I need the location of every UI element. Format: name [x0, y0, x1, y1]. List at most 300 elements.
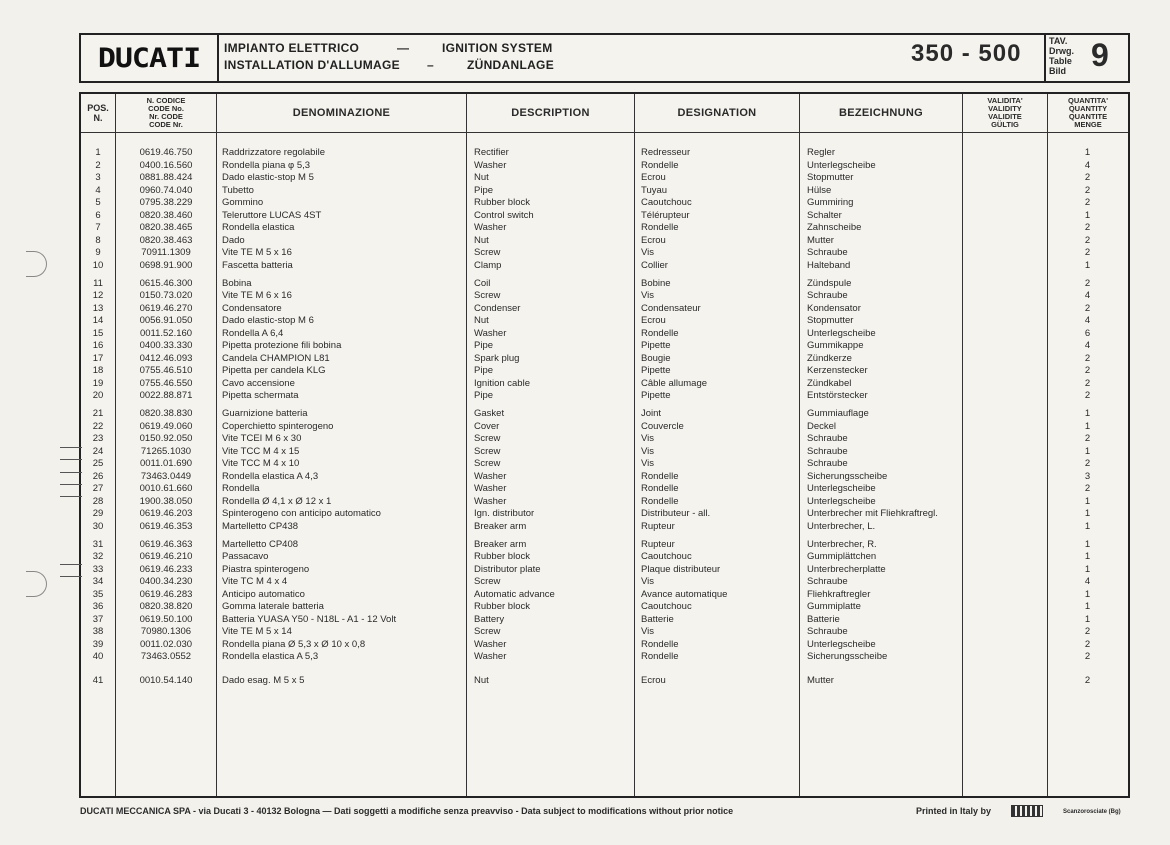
row-pos: 12 — [92, 290, 104, 302]
row-pos: 1 — [95, 147, 101, 158]
row-code: 0056.91.050 — [139, 315, 193, 327]
row-bezeichnung: Zündkabel — [807, 377, 852, 389]
margin-tick — [60, 564, 82, 565]
table-row — [81, 470, 1128, 483]
row-code: 0619.46.363 — [139, 538, 193, 550]
row-code: 0619.46.353 — [139, 520, 193, 532]
row-code: 0619.46.233 — [139, 563, 193, 575]
row-description: Screw — [474, 247, 501, 259]
row-description: Coil — [474, 277, 491, 289]
row-quantity: 2 — [1084, 458, 1091, 470]
row-code: 0011.02.030 — [139, 638, 193, 650]
table-row — [81, 482, 1128, 495]
row-quantity: 2 — [1084, 352, 1091, 364]
row-denominazione: Vite TCEI M 6 x 30 — [222, 433, 302, 445]
row-pos: 34 — [92, 576, 104, 588]
row-designation: Télérupteur — [641, 209, 690, 221]
row-description: Washer — [474, 222, 507, 234]
row-bezeichnung: Gummiring — [807, 197, 854, 209]
row-pos: 40 — [92, 651, 104, 663]
table-row — [81, 420, 1128, 433]
row-code: 0010.54.140 — [139, 675, 193, 686]
table-number: 9 — [1091, 37, 1109, 73]
table-row — [81, 538, 1128, 551]
col-header-bezeichnung: BEZEICHNUNG — [839, 107, 923, 119]
row-bezeichnung: Kondensator — [807, 302, 861, 314]
row-denominazione: Rondella piana Ø 5,3 x Ø 10 x 0,8 — [222, 638, 366, 650]
row-description: Cover — [474, 420, 500, 432]
row-bezeichnung: Zündkerze — [807, 352, 852, 364]
row-description: Washer — [474, 483, 507, 495]
row-designation: Caoutchouc — [641, 197, 692, 209]
row-denominazione: Tubetto — [222, 184, 254, 196]
row-denominazione: Pipetta per candela KLG — [222, 365, 326, 377]
validity-label-de: GÜLTIG — [991, 120, 1019, 129]
row-description: Screw — [474, 576, 501, 588]
table-row — [81, 550, 1128, 563]
title-fr: INSTALLATION D'ALLUMAGE — [224, 58, 400, 72]
row-description: Rectifier — [474, 147, 509, 158]
row-code: 0755.46.550 — [139, 377, 193, 389]
row-quantity: 1 — [1084, 520, 1091, 532]
row-denominazione: Rondella elastica A 5,3 — [222, 651, 319, 663]
row-denominazione: Vite TE M 5 x 14 — [222, 626, 292, 638]
margin-tick — [60, 484, 82, 485]
row-bezeichnung: Fliehkraftregler — [807, 588, 871, 600]
row-pos: 36 — [92, 601, 104, 613]
row-denominazione: Cavo accensione — [222, 377, 295, 389]
row-denominazione: Vite TC M 4 x 4 — [222, 576, 288, 588]
model-number: 350 - 500 — [911, 40, 1022, 67]
row-code: 0795.38.229 — [139, 197, 193, 209]
row-pos: 8 — [95, 234, 101, 246]
row-pos: 38 — [92, 626, 104, 638]
table-row — [81, 638, 1128, 651]
row-code: 0619.46.203 — [139, 508, 193, 520]
row-code: 0820.38.830 — [139, 408, 193, 419]
row-code: 0022.88.871 — [139, 390, 193, 402]
row-description: Control switch — [474, 209, 534, 221]
margin-tick — [60, 459, 82, 460]
row-quantity: 2 — [1084, 222, 1091, 234]
row-designation: Vis — [641, 626, 655, 638]
row-pos: 27 — [92, 483, 104, 495]
row-pos: 4 — [95, 184, 101, 196]
row-designation: Bougie — [641, 352, 671, 364]
row-bezeichnung: Stopmutter — [807, 315, 854, 327]
row-quantity: 2 — [1084, 197, 1091, 209]
row-designation: Couvercle — [641, 420, 684, 432]
row-quantity: 2 — [1084, 302, 1091, 314]
row-description: Nut — [474, 172, 489, 184]
row-description: Battery — [474, 613, 505, 625]
row-denominazione: Pipetta schermata — [222, 390, 299, 402]
margin-tick — [60, 576, 82, 577]
row-code: 71265.1030 — [140, 445, 192, 457]
row-designation: Rondelle — [641, 651, 679, 663]
row-designation: Ecrou — [641, 675, 666, 686]
row-description: Washer — [474, 638, 507, 650]
col-header-quantity — [1048, 94, 1128, 132]
row-quantity: 1 — [1084, 408, 1091, 419]
row-denominazione: Passacavo — [222, 551, 269, 563]
table-row — [81, 520, 1128, 533]
row-bezeichnung: Deckel — [807, 420, 837, 432]
row-designation: Pipette — [641, 365, 671, 377]
row-description: Breaker arm — [474, 520, 527, 532]
row-denominazione: Batteria YUASA Y50 - N18L - A1 - 12 Volt — [222, 613, 397, 625]
table-row — [81, 389, 1128, 402]
table-row — [81, 196, 1128, 209]
row-quantity: 2 — [1084, 377, 1091, 389]
row-designation: Tuyau — [641, 184, 668, 196]
row-pos: 37 — [92, 613, 104, 625]
row-designation: Collier — [641, 259, 668, 271]
row-quantity: 4 — [1084, 576, 1091, 588]
tav-label: TAV. — [1049, 36, 1068, 46]
table-row — [81, 432, 1128, 445]
table-row — [81, 302, 1128, 315]
row-denominazione: Dado elastic-stop M 5 — [222, 172, 314, 184]
row-pos: 20 — [92, 390, 104, 402]
row-denominazione: Candela CHAMPION L81 — [222, 352, 330, 364]
row-bezeichnung: Unterbrecher, L. — [807, 520, 876, 532]
row-quantity: 2 — [1084, 172, 1091, 184]
row-designation: Rondelle — [641, 495, 679, 507]
row-pos: 28 — [92, 495, 104, 507]
row-designation: Pipette — [641, 390, 671, 402]
drwg-label: Drwg. — [1049, 46, 1075, 56]
row-denominazione: Piastra spinterogeno — [222, 563, 310, 575]
row-code: 0011.01.690 — [139, 458, 193, 470]
row-designation: Redresseur — [641, 147, 691, 158]
logo-box — [81, 35, 219, 81]
row-designation: Avance automatique — [641, 588, 728, 600]
row-quantity: 1 — [1084, 508, 1091, 520]
footer-printer-code: Scanzorosciate (Bg) — [1063, 809, 1121, 815]
row-bezeichnung: Schraube — [807, 576, 848, 588]
row-code: 0619.50.100 — [139, 613, 193, 625]
row-denominazione: Vite TCC M 4 x 10 — [222, 458, 300, 470]
row-code: 0820.38.460 — [139, 209, 193, 221]
row-designation: Caoutchouc — [641, 551, 692, 563]
row-designation: Vis — [641, 247, 655, 259]
row-pos: 24 — [92, 445, 104, 457]
row-description: Clamp — [474, 259, 502, 271]
row-pos: 14 — [92, 315, 104, 327]
row-pos: 21 — [92, 408, 104, 419]
row-description: Pipe — [474, 365, 494, 377]
row-quantity: 2 — [1084, 234, 1091, 246]
row-pos: 31 — [92, 538, 104, 550]
row-code: 0400.33.330 — [139, 340, 193, 352]
table-label: Table — [1049, 56, 1072, 66]
row-description: Washer — [474, 159, 507, 171]
validity-label-en: VALIDITY — [988, 104, 1022, 113]
row-code: 0011.52.160 — [139, 327, 193, 339]
table-row — [81, 495, 1128, 508]
table-row — [81, 377, 1128, 390]
row-code: 0960.74.040 — [139, 184, 193, 196]
quantity-label-en: QUANTITY — [1068, 104, 1108, 113]
row-description: Automatic advance — [474, 588, 555, 600]
row-description: Ignition cable — [474, 377, 530, 389]
row-code: 0619.46.283 — [139, 588, 193, 600]
footer-company: DUCATI MECCANICA SPA - via Ducati 3 - 40132 Bologna — Dati soggetti a modifiche senza preavviso - Data subject to modifications without prior notice — [80, 806, 734, 816]
table-row — [81, 159, 1128, 172]
row-quantity: 1 — [1084, 147, 1091, 158]
row-designation: Vis — [641, 445, 655, 457]
row-quantity: 2 — [1084, 277, 1091, 289]
row-description: Washer — [474, 327, 507, 339]
row-denominazione: Vite TE M 6 x 16 — [222, 290, 292, 302]
row-code: 73463.0552 — [140, 651, 192, 663]
row-pos: 3 — [95, 172, 101, 184]
row-pos: 33 — [92, 563, 104, 575]
row-pos: 26 — [92, 470, 104, 482]
row-pos: 2 — [95, 159, 101, 171]
row-quantity: 1 — [1084, 209, 1091, 221]
row-bezeichnung: Batterie — [807, 613, 840, 625]
row-pos: 6 — [95, 209, 101, 221]
row-code: 70911.1309 — [141, 247, 191, 259]
row-designation: Condensateur — [641, 302, 701, 314]
row-pos: 22 — [92, 420, 104, 432]
row-denominazione: Rondella — [222, 483, 260, 495]
row-description: Pipe — [474, 340, 494, 352]
table-number-labels — [1049, 36, 1074, 76]
row-designation: Rondelle — [641, 483, 679, 495]
row-designation: Rupteur — [641, 538, 675, 550]
table-row — [81, 234, 1128, 247]
printer-logo — [1011, 805, 1043, 817]
row-designation: Ecrou — [641, 234, 666, 246]
row-code: 0619.46.750 — [139, 147, 193, 158]
code-label-de: CODE Nr. — [149, 120, 183, 129]
row-denominazione: Rondella piana φ 5,3 — [222, 159, 311, 171]
quantity-label-de: MENGE — [1074, 120, 1102, 129]
row-designation: Pipette — [641, 340, 671, 352]
row-description: Screw — [474, 290, 501, 302]
row-denominazione: Vite TCC M 4 x 15 — [222, 445, 300, 457]
row-denominazione: Gomma laterale batteria — [222, 601, 324, 613]
row-bezeichnung: Gummiauflage — [807, 408, 869, 419]
row-bezeichnung: Unterlegscheibe — [807, 327, 876, 339]
row-quantity: 2 — [1084, 433, 1091, 445]
table-number-box — [1044, 35, 1130, 81]
row-description: Screw — [474, 445, 501, 457]
margin-tick — [60, 496, 82, 497]
row-bezeichnung: Zündspule — [807, 277, 852, 289]
row-pos: 23 — [92, 433, 104, 445]
row-designation: Plaque distributeur — [641, 563, 721, 575]
row-quantity: 1 — [1084, 551, 1091, 563]
col-header-description: DESCRIPTION — [511, 107, 590, 119]
row-code: 0615.46.300 — [139, 277, 193, 289]
row-quantity: 2 — [1084, 675, 1091, 686]
quantity-label-fr: QUANTITE — [1068, 112, 1108, 121]
table-row — [81, 407, 1128, 420]
row-denominazione: Rondella A 6,4 — [222, 327, 284, 339]
row-description: Screw — [474, 433, 501, 445]
row-quantity: 1 — [1084, 563, 1091, 575]
col-header-denominazione: DENOMINAZIONE — [292, 107, 391, 119]
row-code: 0881.88.424 — [139, 172, 193, 184]
row-pos: 9 — [95, 247, 101, 259]
row-pos: 18 — [92, 365, 104, 377]
row-designation: Rondelle — [641, 222, 679, 234]
row-bezeichnung: Schraube — [807, 626, 848, 638]
row-quantity: 1 — [1084, 495, 1091, 507]
row-description: Rubber block — [474, 601, 530, 613]
table-row — [81, 575, 1128, 588]
row-quantity: 2 — [1084, 483, 1091, 495]
title-en: IGNITION SYSTEM — [442, 41, 553, 55]
margin-tick — [60, 447, 82, 448]
row-bezeichnung: Mutter — [807, 675, 834, 686]
row-designation: Vis — [641, 576, 655, 588]
row-code: 0820.38.820 — [139, 601, 193, 613]
row-bezeichnung: Mutter — [807, 234, 834, 246]
row-denominazione: Spinterogeno con anticipo automatico — [222, 508, 381, 520]
row-denominazione: Teleruttore LUCAS 4ST — [222, 209, 322, 221]
row-description: Breaker arm — [474, 538, 527, 550]
row-designation: Rondelle — [641, 327, 679, 339]
row-bezeichnung: Kerzenstecker — [807, 365, 868, 377]
row-pos: 16 — [92, 340, 104, 352]
row-code: 70980.1306 — [140, 626, 192, 638]
row-denominazione: Rondella elastica — [222, 222, 295, 234]
row-quantity: 2 — [1084, 626, 1091, 638]
row-bezeichnung: Schraube — [807, 433, 848, 445]
row-bezeichnung: Unterlegscheibe — [807, 638, 876, 650]
row-bezeichnung: Stopmutter — [807, 172, 854, 184]
row-description: Screw — [474, 626, 501, 638]
row-bezeichnung: Unterlegscheibe — [807, 483, 876, 495]
punch-hole-upper — [26, 251, 47, 277]
row-description: Distributor plate — [474, 563, 541, 575]
row-bezeichnung: Unterlegscheibe — [807, 495, 876, 507]
row-code: 0619.46.270 — [139, 302, 193, 314]
row-designation: Joint — [641, 408, 662, 419]
title-dash-2: – — [427, 58, 434, 72]
row-description: Pipe — [474, 184, 494, 196]
row-code: 0698.91.900 — [139, 259, 193, 271]
col-header-pos — [81, 94, 115, 132]
quantity-label-it: QUANTITA' — [1068, 96, 1108, 105]
row-denominazione: Condensatore — [222, 302, 282, 314]
parts-table — [79, 92, 1130, 798]
ducati-logo: DUCATI — [97, 42, 201, 74]
row-denominazione: Martelletto CP408 — [222, 538, 299, 550]
row-quantity: 2 — [1084, 184, 1091, 196]
row-description: Nut — [474, 675, 489, 686]
row-pos: 35 — [92, 588, 104, 600]
title-dash-1: — — [397, 41, 409, 55]
table-row — [81, 246, 1128, 259]
row-quantity: 1 — [1084, 538, 1091, 550]
row-code: 0400.16.560 — [139, 159, 193, 171]
row-bezeichnung: Unterlegscheibe — [807, 159, 876, 171]
row-bezeichnung: Unterbrecherplatte — [807, 563, 886, 575]
row-pos: 5 — [95, 197, 101, 209]
row-quantity: 4 — [1084, 290, 1091, 302]
row-pos: 7 — [95, 222, 101, 234]
col-header-validity — [963, 94, 1047, 132]
row-denominazione: Raddrizzatore regolabile — [222, 147, 325, 158]
table-row — [81, 674, 1128, 687]
table-row — [81, 327, 1128, 340]
row-description: Gasket — [474, 408, 505, 419]
row-bezeichnung: Gummiplatte — [807, 601, 861, 613]
table-row — [81, 277, 1128, 290]
row-denominazione: Gommino — [222, 197, 264, 209]
row-pos: 17 — [92, 352, 104, 364]
row-description: Nut — [474, 234, 489, 246]
row-quantity: 3 — [1084, 470, 1091, 482]
table-row — [81, 563, 1128, 576]
table-row — [81, 171, 1128, 184]
row-denominazione: Pipetta protezione fili bobina — [222, 340, 342, 352]
row-code: 0755.46.510 — [139, 365, 193, 377]
row-bezeichnung: Schraube — [807, 445, 848, 457]
row-bezeichnung: Schalter — [807, 209, 842, 221]
row-pos: 39 — [92, 638, 104, 650]
row-bezeichnung: Halteband — [807, 259, 851, 271]
table-row — [81, 650, 1128, 663]
row-denominazione: Guarnizione batteria — [222, 408, 308, 419]
header-box — [79, 33, 1130, 83]
row-code: 0820.38.463 — [139, 234, 193, 246]
row-code: 0412.46.093 — [139, 352, 193, 364]
row-denominazione: Dado — [222, 234, 245, 246]
row-designation: Ecrou — [641, 172, 666, 184]
row-denominazione: Dado esag. M 5 x 5 — [222, 675, 305, 686]
row-quantity: 2 — [1084, 638, 1091, 650]
row-code: 0150.73.020 — [139, 290, 193, 302]
table-row — [81, 457, 1128, 470]
table-row — [81, 600, 1128, 613]
row-quantity: 1 — [1084, 420, 1091, 432]
row-code: 0619.46.210 — [139, 551, 193, 563]
row-pos: 25 — [92, 458, 104, 470]
row-designation: Câble allumage — [641, 377, 708, 389]
table-row — [81, 339, 1128, 352]
row-description: Pipe — [474, 390, 494, 402]
row-description: Ign. distributor — [474, 508, 535, 520]
table-row — [81, 259, 1128, 272]
row-denominazione: Rondella elastica A 4,3 — [222, 470, 319, 482]
table-row — [81, 507, 1128, 520]
row-bezeichnung: Regler — [807, 147, 835, 158]
pos-n-label: N. — [93, 113, 103, 123]
table-row — [81, 184, 1128, 197]
row-description: Spark plug — [474, 352, 520, 364]
row-designation: Bobine — [641, 277, 671, 289]
row-bezeichnung: Zahnscheibe — [807, 222, 862, 234]
row-pos: 29 — [92, 508, 104, 520]
row-designation: Rondelle — [641, 638, 679, 650]
header-divider — [81, 132, 1128, 133]
bild-label: Bild — [1049, 66, 1066, 76]
row-denominazione: Anticipo automatico — [222, 588, 305, 600]
row-description: Washer — [474, 470, 507, 482]
row-quantity: 1 — [1084, 259, 1091, 271]
row-quantity: 1 — [1084, 588, 1091, 600]
row-code: 73463.0449 — [140, 470, 192, 482]
table-row — [81, 352, 1128, 365]
code-label-en: CODE No. — [148, 104, 184, 113]
